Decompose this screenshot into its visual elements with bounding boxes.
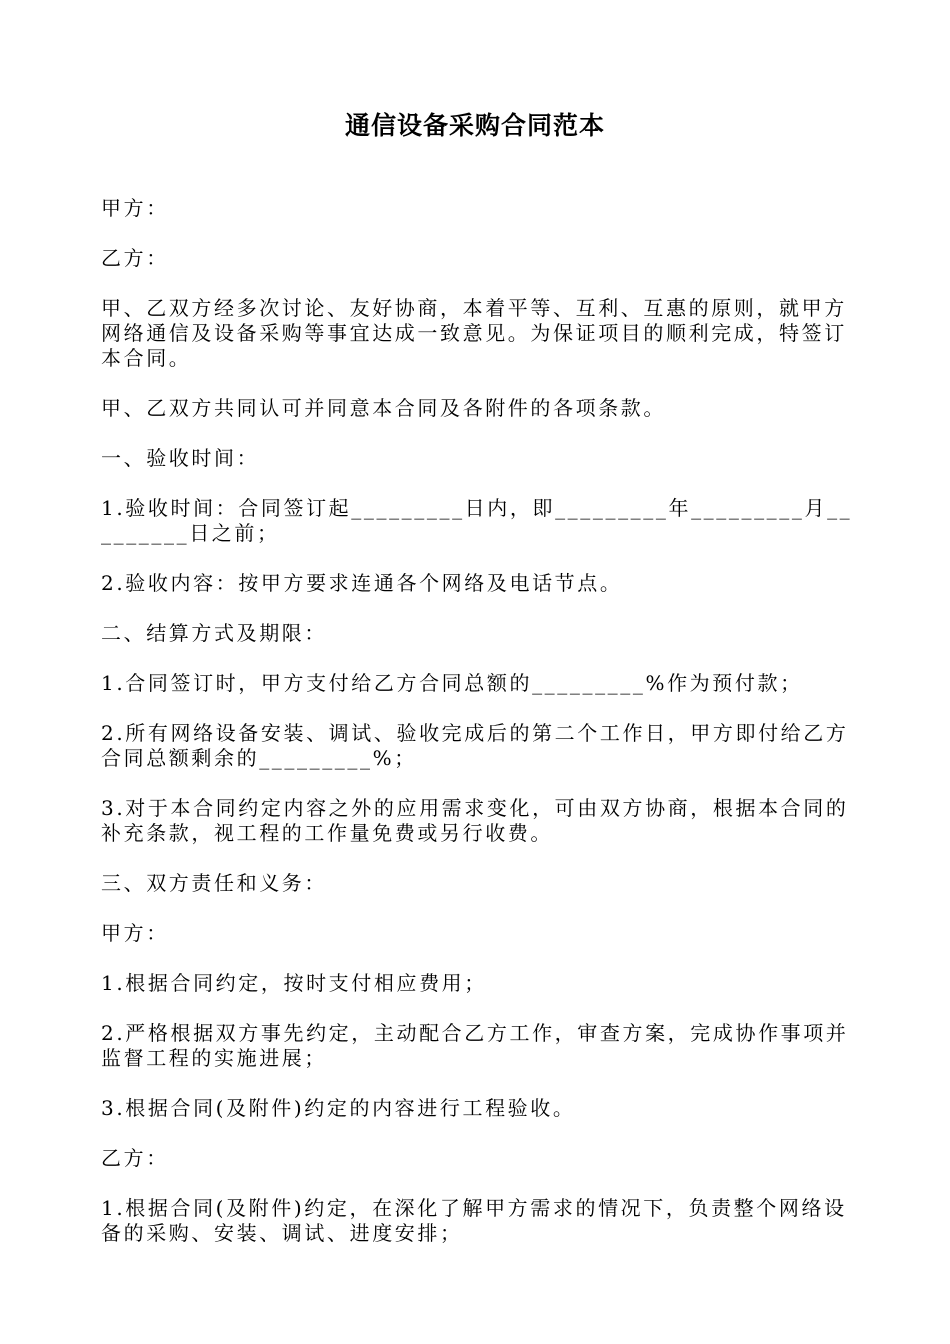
paragraph-preamble: 甲、乙双方经多次讨论、友好协商，本着平等、互利、互惠的原则，就甲方网络通信及设备采购等事宜达成一致意见。为保证项目的顺利完成，特签订本合同。 [101, 296, 847, 370]
section-heading-acceptance-time: 一、验收时间： [101, 446, 260, 470]
clause-party-a-cooperation: 2.严格根据双方事先约定，主动配合乙方工作，审查方案，完成协作事项并监督工程的实施进展； [101, 1021, 849, 1070]
section-heading-responsibilities: 三、双方责任和义务： [101, 871, 327, 895]
subheading-party-a: 甲方： [101, 921, 169, 945]
clause-additional-needs: 3.对于本合同约定内容之外的应用需求变化，可由双方协商，根据本合同的补充条款，视工程的工作量免费或另行收费。 [101, 796, 849, 845]
paragraph-party-a: 甲方： [101, 196, 169, 220]
document-body [101, 196, 853, 1271]
paragraph-agreement: 甲、乙双方共同认可并同意本合同及各附件的各项条款。 [101, 396, 666, 420]
paragraph-party-b: 乙方： [101, 246, 169, 270]
document-title: 通信设备采购合同范本 [344, 111, 605, 140]
clause-acceptance-content: 2.验收内容：按甲方要求连通各个网络及电话节点。 [101, 571, 623, 595]
section-heading-settlement: 二、结算方式及期限： [101, 621, 327, 645]
clause-acceptance-time: 1.验收时间：合同签订起_________日内，即_________年_________月_________日之前； [101, 496, 853, 545]
clause-party-a-acceptance: 3.根据合同(及附件)约定的内容进行工程验收。 [101, 1096, 576, 1120]
clause-final-payment: 2.所有网络设备安装、调试、验收完成后的第二个工作日，甲方即付给乙方合同总额剩余的_________%； [101, 721, 849, 770]
subheading-party-b: 乙方： [101, 1146, 169, 1170]
clause-party-b-procurement: 1.根据合同(及附件)约定，在深化了解甲方需求的情况下，负责整个网络设备的采购、安装、调试、进度安排； [101, 1196, 847, 1245]
clause-party-a-payment: 1.根据合同约定，按时支付相应费用； [101, 971, 487, 995]
clause-prepayment: 1.合同签订时，甲方支付给乙方合同总额的_________%作为预付款； [101, 671, 803, 695]
